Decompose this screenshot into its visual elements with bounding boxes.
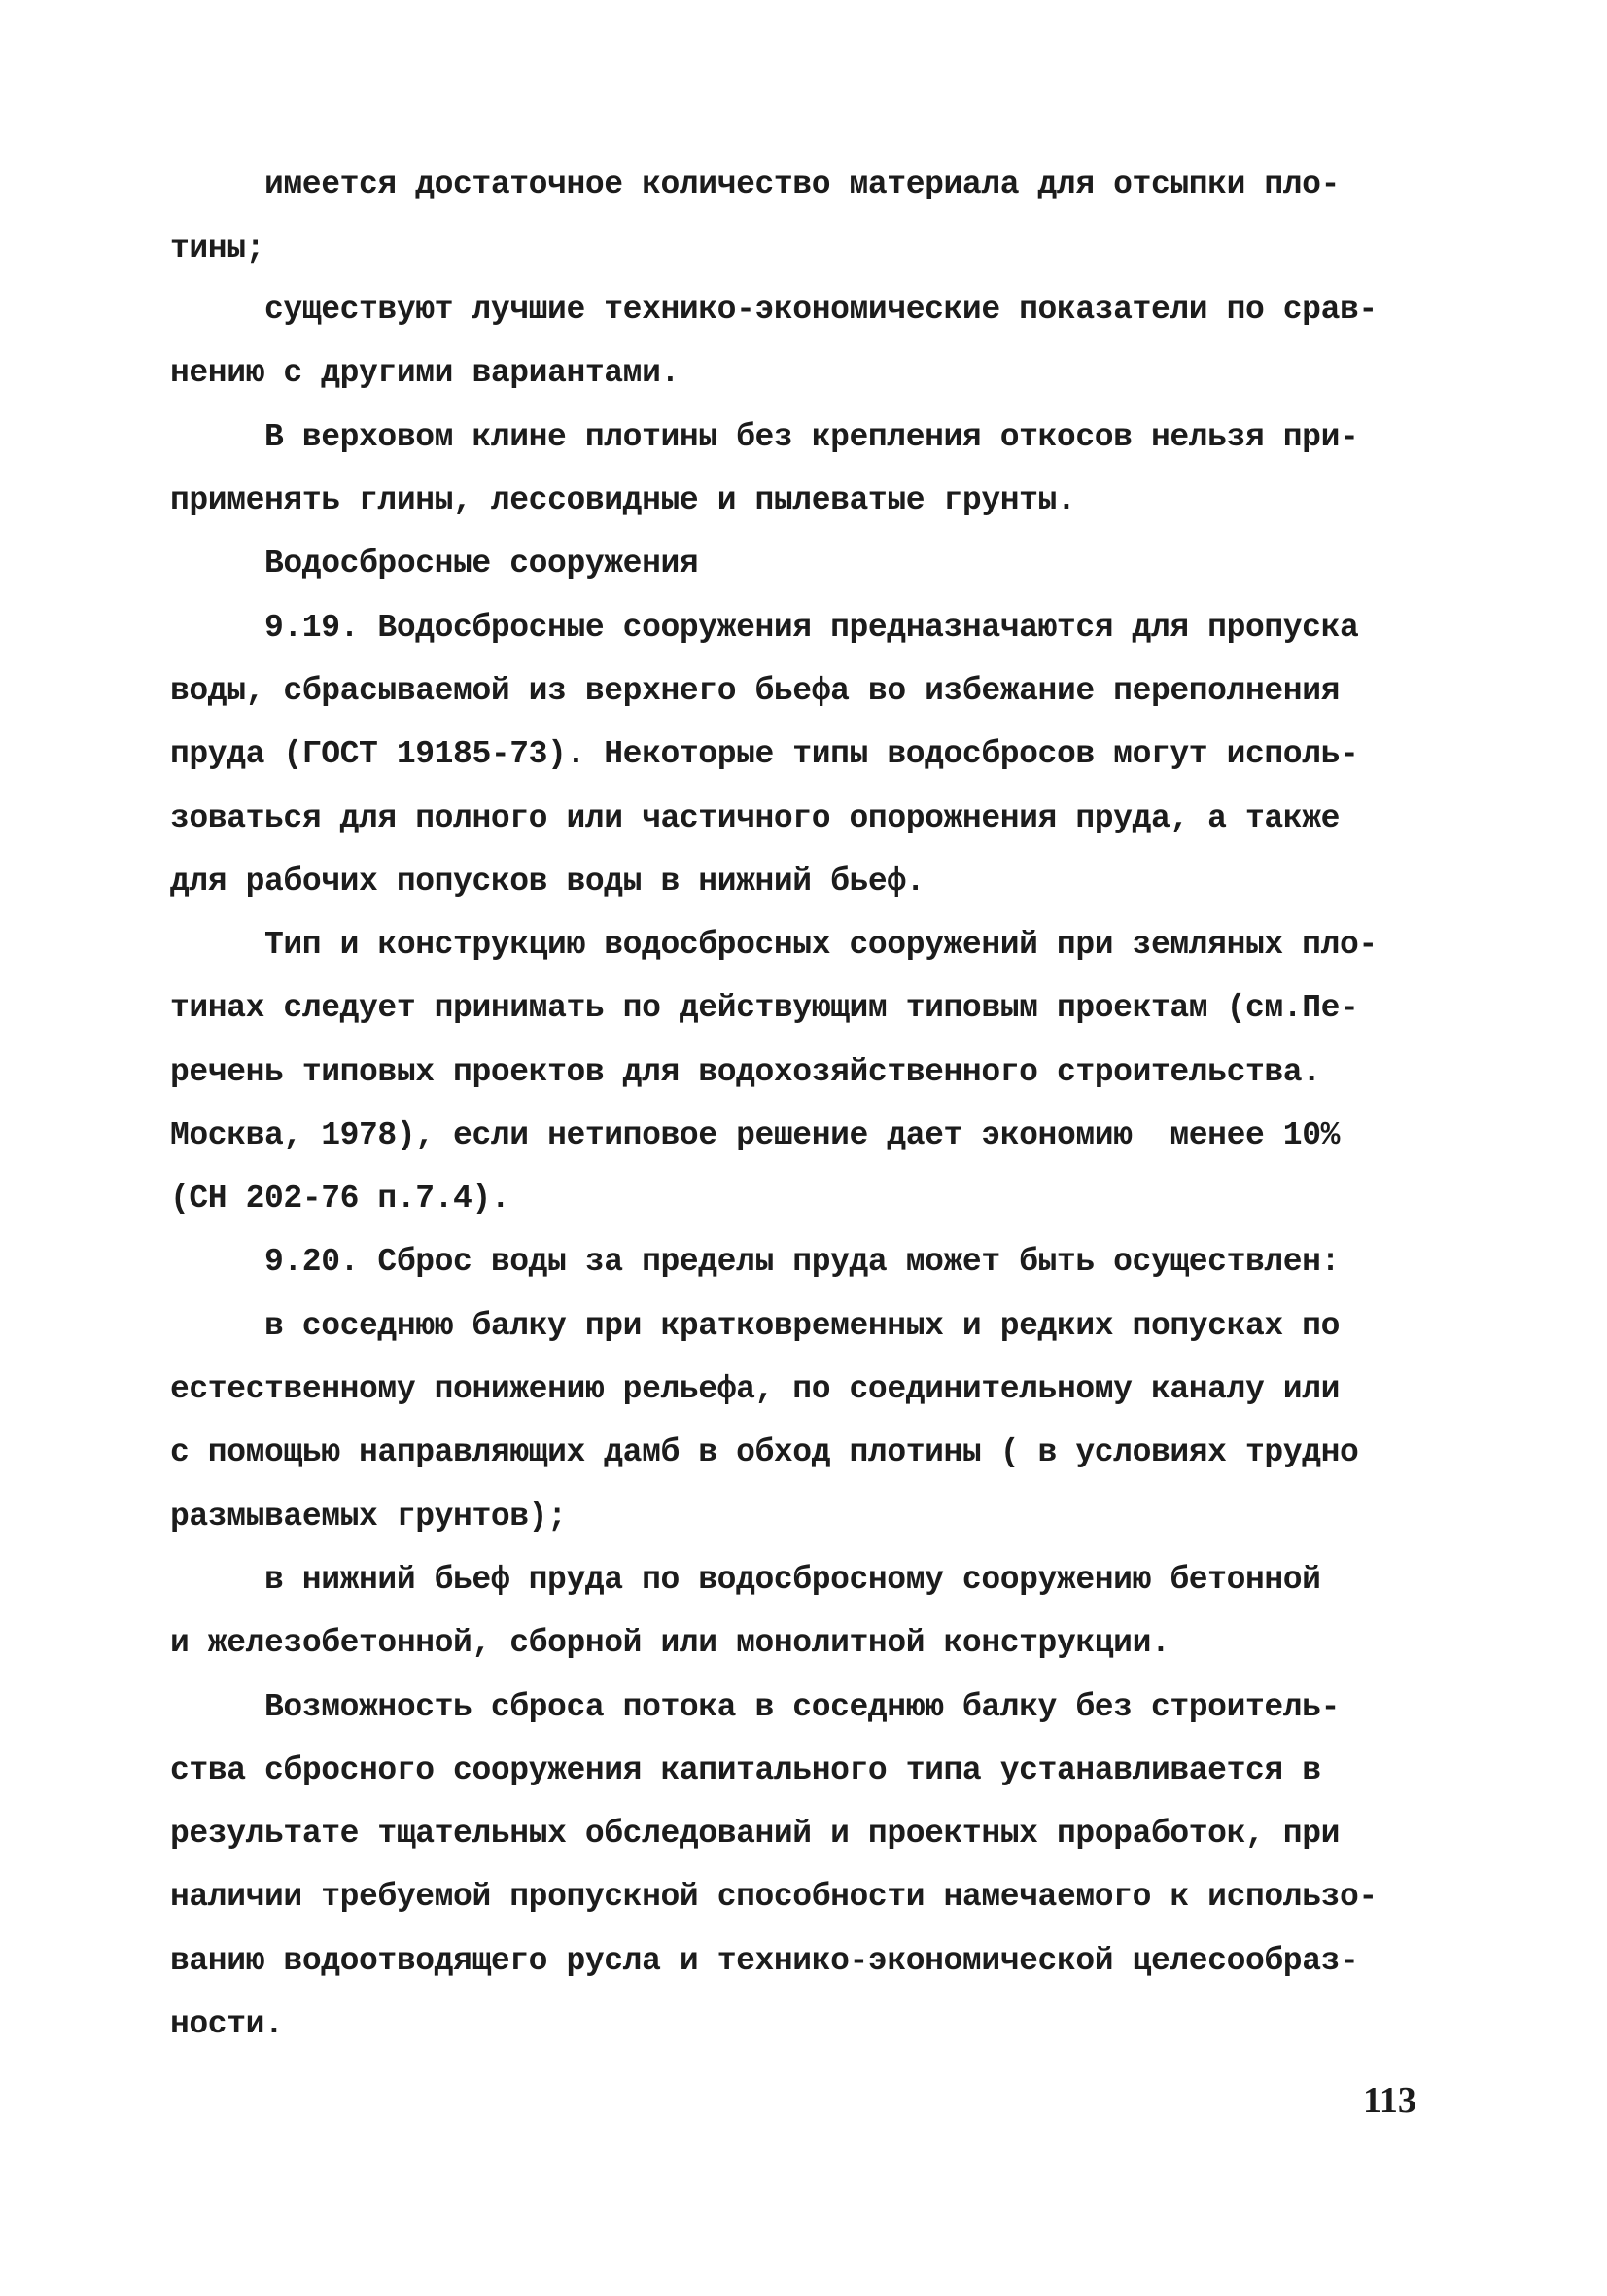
text-line: результате тщательных обследований и проектных проработок, при: [170, 1816, 1341, 1852]
text-line: наличии требуемой пропускной способности намечаемого к использо-: [170, 1879, 1378, 1915]
text-line: зоваться для полного или частичного опорожнения пруда, а также: [170, 800, 1341, 836]
text-line: речень типовых проектов для водохозяйственного строительства.: [170, 1054, 1321, 1090]
text-line: Возможность сброса потока в соседнюю балку без строитель-: [264, 1689, 1340, 1725]
text-line: воды, сбрасываемой из верхнего бьефа во избежание переполнения: [170, 673, 1341, 709]
text-line: пруда (ГОСТ 19185-73). Некоторые типы водосбросов могут исполь-: [170, 736, 1359, 772]
text-line: применять глины, лессовидные и пылеватые грунты.: [170, 482, 1076, 518]
section-heading: Водосбросные сооружения: [264, 546, 699, 582]
text-line: Москва, 1978), если нетиповое решение дает экономию менее 10%: [170, 1117, 1341, 1153]
text-line: и железобетонной, сборной или монолитной конструкции.: [170, 1625, 1170, 1661]
text-line: тины;: [170, 230, 265, 266]
text-line: ванию водоотводящего русла и технико-экономической целесообраз-: [170, 1943, 1359, 1979]
text-line: тинах следует принимать по действующим типовым проектам (см.Пе-: [170, 990, 1359, 1026]
text-line: (СН 202-76 п.7.4).: [170, 1181, 510, 1217]
text-line: ства сбросного сооружения капитального типа устанавливается в: [170, 1752, 1321, 1788]
text-line: в нижний бьеф пруда по водосбросному сооружению бетонной: [264, 1562, 1321, 1598]
text-line: с помощью направляющих дамб в обход плотины ( в условиях трудно: [170, 1434, 1359, 1470]
text-line: Тип и конструкцию водосбросных сооружений при земляных пло-: [264, 927, 1378, 963]
text-line: имеется достаточное количество материала для отсыпки пло-: [264, 166, 1340, 202]
page-number: 113: [1363, 2080, 1416, 2121]
text-line: ности.: [170, 2006, 284, 2042]
text-line: 9.19. Водосбросные сооружения предназначаются для пропуска: [264, 610, 1359, 646]
text-line: В верховом клине плотины без крепления откосов нельзя при-: [264, 419, 1359, 455]
text-line: естественному понижению рельефа, по соединительному каналу или: [170, 1371, 1341, 1407]
text-line: в соседнюю балку при кратковременных и редких попусках по: [264, 1308, 1340, 1344]
text-line: размываемых грунтов);: [170, 1499, 567, 1535]
text-line: нению с другими вариантами.: [170, 355, 680, 391]
text-line: 9.20. Сброс воды за пределы пруда может быть осуществлен:: [264, 1244, 1340, 1280]
text-line: существуют лучшие технико-экономические показатели по срав-: [264, 292, 1378, 328]
text-line: для рабочих попусков воды в нижний бьеф.: [170, 864, 926, 900]
